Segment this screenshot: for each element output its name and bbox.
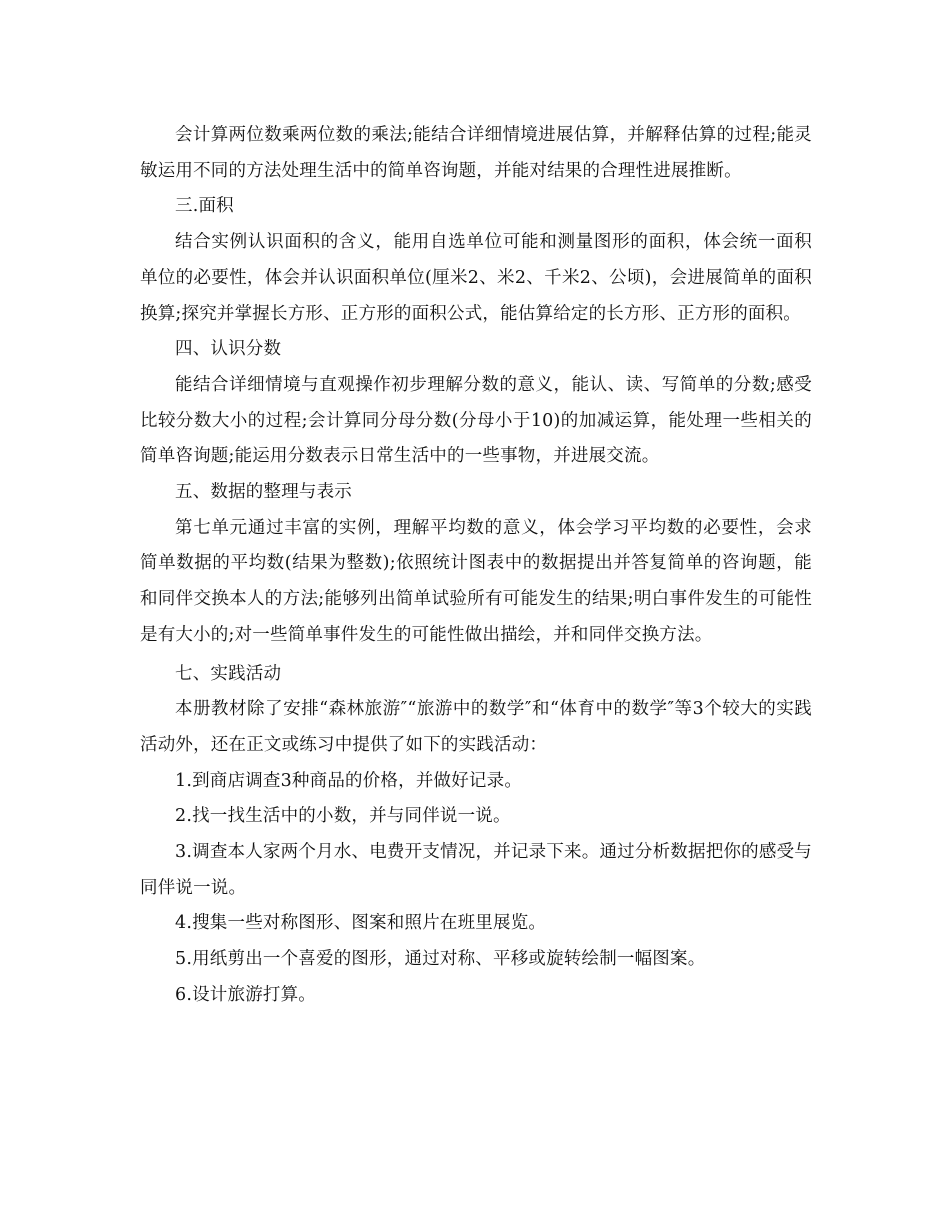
list-item-1: 1.到商店调查3种商品的价格，并做好记录。 bbox=[175, 770, 523, 791]
heading-area: 三.面积 bbox=[175, 196, 234, 217]
paragraph-practice-intro: 本册教材除了安排“森林旅游″“旅游中的数学″和“体育中的数学″等3个较大的实践活动外，还在正文或练习中提供了如下的实践活动： bbox=[140, 699, 812, 755]
paragraph-data: 第七单元通过丰富的实例，理解平均数的意义，体会学习平均数的必要性，会求简单数据的平均数(结果为整数);依照统计图表中的数据提出并答复简单的咨询题，能和同伴交换本人的方法;能够列出简单试验所有可能发生的结果;明白事件发生的可能性是有大小的;对一些简单事件发生的可能性做出描绘，并和同伴交换方法。 bbox=[140, 517, 812, 645]
list-item-6: 6.设计旅游打算。 bbox=[175, 984, 316, 1005]
paragraph-fractions: 能结合详细情境与直观操作初步理解分数的意义，能认、读、写简单的分数;感受比较分数大小的过程;会计算同分母分数(分母小于10)的加减运算，能处理一些相关的简单咨询题;能运用分数表示日常生活中的一些事物，并进展交流。 bbox=[140, 374, 812, 467]
paragraph-area: 结合实例认识面积的含义，能用自选单位可能和测量图形的面积，体会统一面积单位的必要性，体会并认识面积单位(厘米2、米2、千米2、公顷)，会进展简单的面积换算;探究并掌握长方形、正方形的面积公式，能估算给定的长方形、正方形的面积。 bbox=[140, 232, 812, 324]
list-item-2: 2.找一找生活中的小数，并与同伴说一说。 bbox=[175, 806, 511, 827]
list-item-5: 5.用纸剪出一个喜爱的图形，通过对称、平移或旋转绘制一幅图案。 bbox=[175, 949, 706, 970]
document-body bbox=[140, 118, 812, 1014]
list-item-4: 4.搜集一些对称图形、图案和照片在班里展览。 bbox=[175, 913, 547, 934]
list-item-3: 3.调查本人家两个月水、电费开支情况，并记录下来。通过分析数据把你的感受与同伴说一说。 bbox=[140, 842, 812, 898]
heading-data: 五、数据的整理与表示 bbox=[175, 482, 352, 503]
heading-practice: 七、实践活动 bbox=[175, 663, 282, 684]
paragraph-multiplication: 会计算两位数乘两位数的乘法;能结合详细情境进展估算，并解释估算的过程;能灵敏运用不同的方法处理生活中的简单咨询题，并能对结果的合理性进展推断。 bbox=[140, 125, 812, 181]
heading-fractions: 四、认识分数 bbox=[175, 339, 282, 360]
